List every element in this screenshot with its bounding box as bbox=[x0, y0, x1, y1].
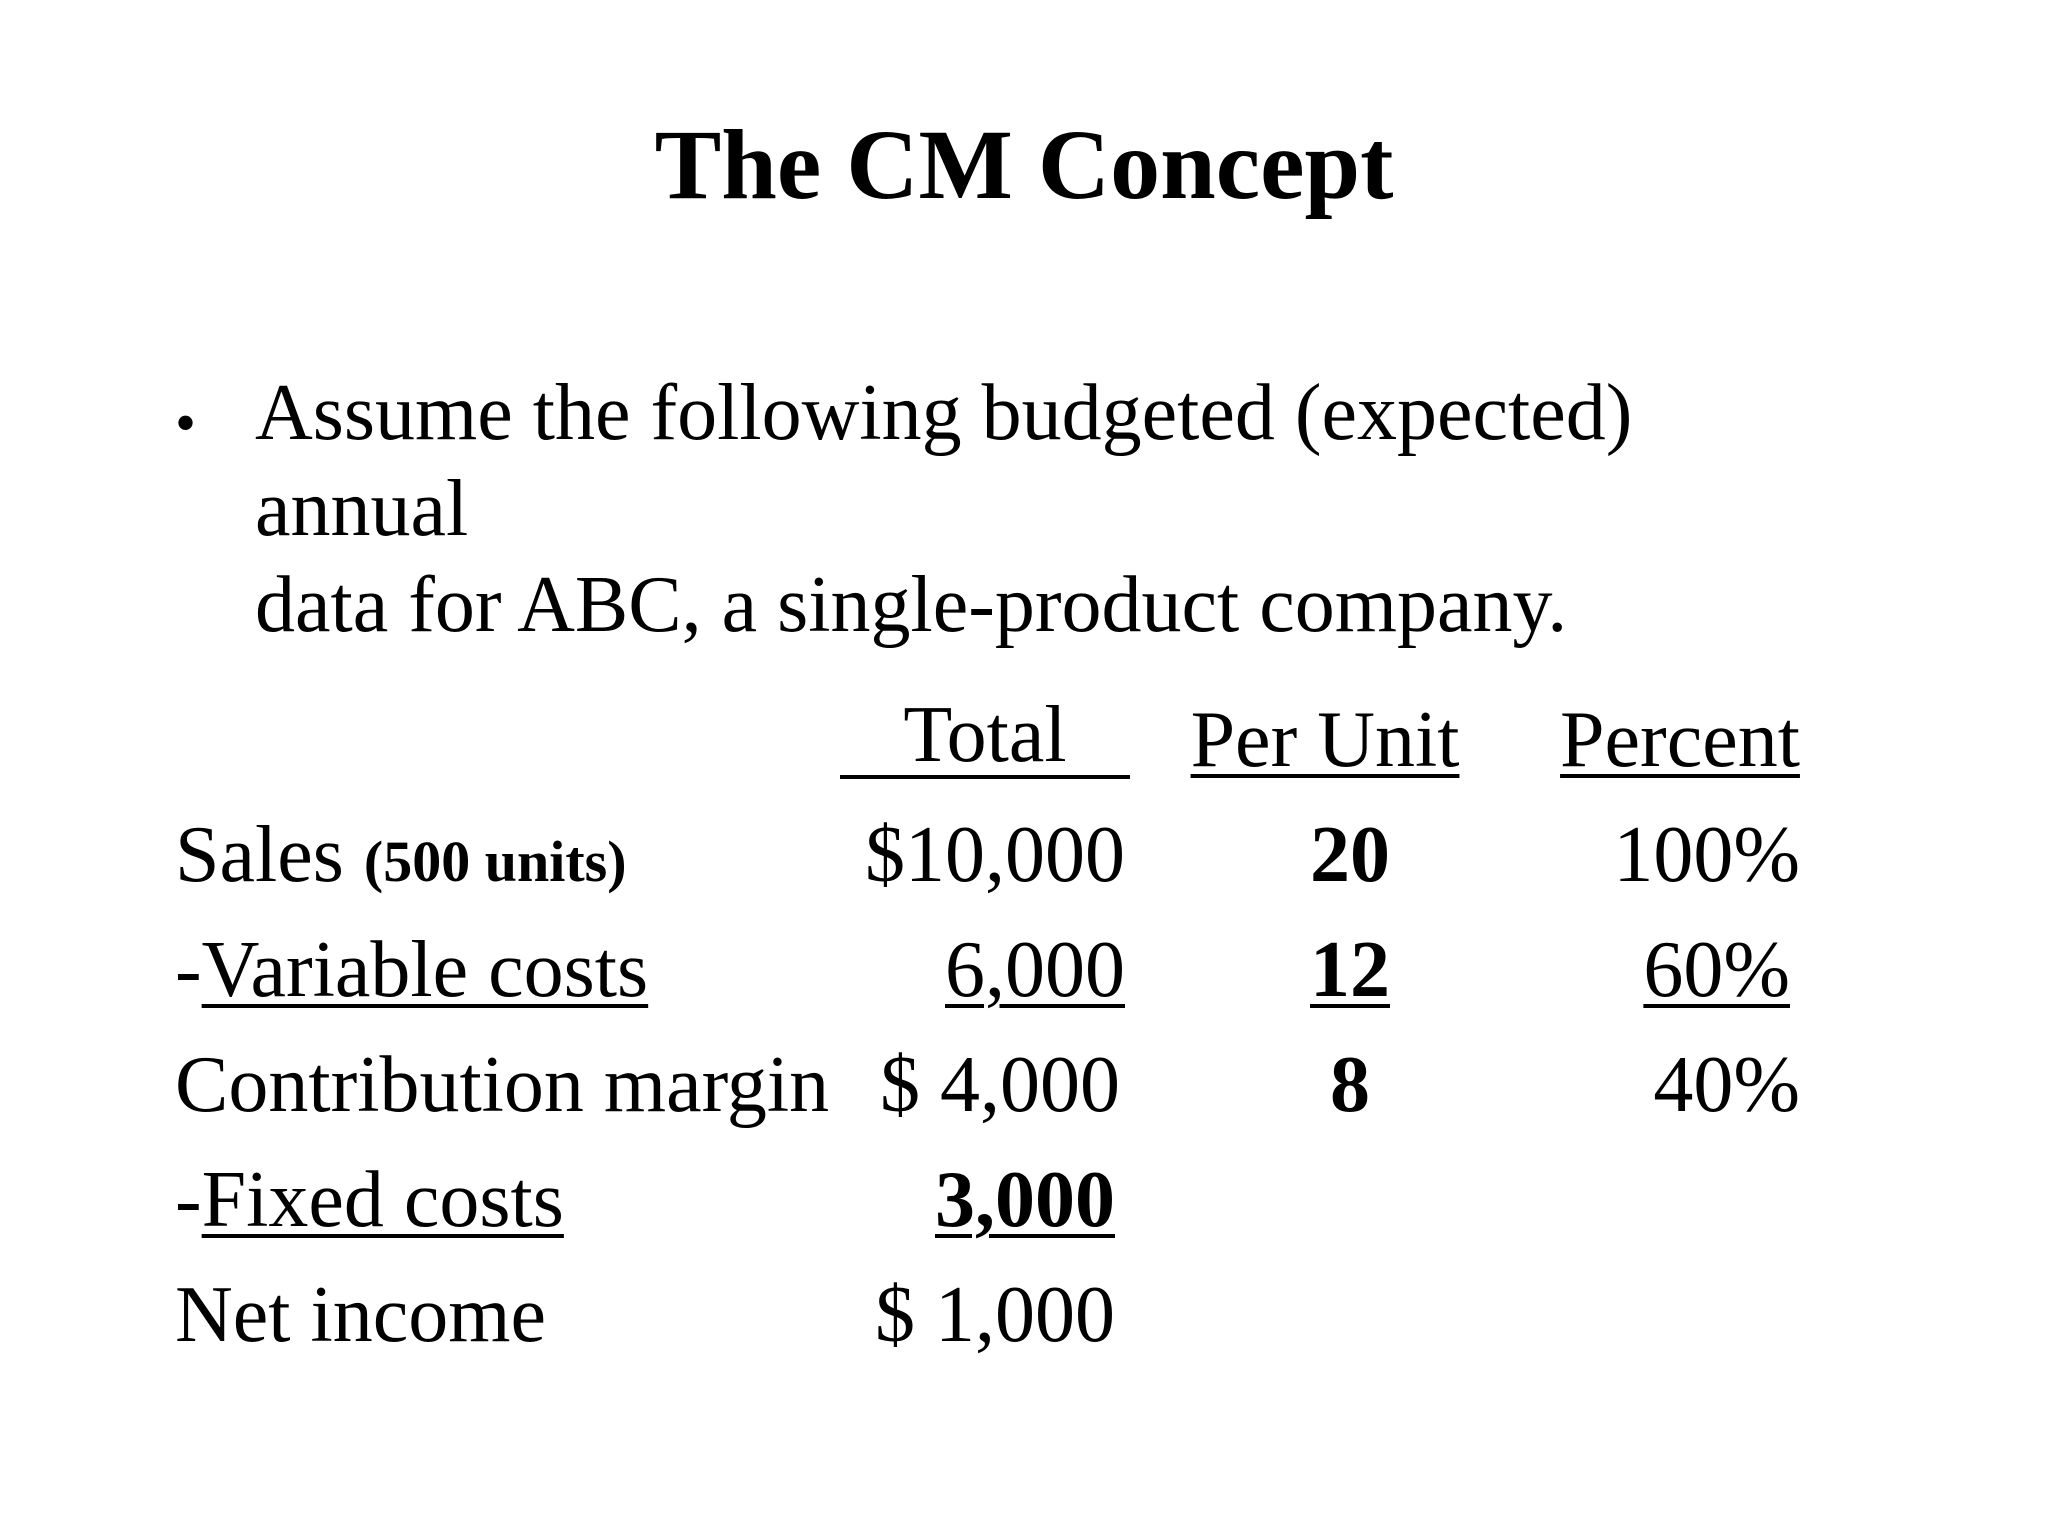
variable-costs-total-value: 6,000 bbox=[945, 926, 1125, 1014]
row-label-variable-costs bbox=[175, 925, 648, 1015]
fixed-costs-total-value: 3,000 bbox=[935, 1156, 1115, 1244]
row-label-contribution-margin: Contribution margin bbox=[175, 1041, 830, 1129]
row-label: Fixed costs bbox=[201, 1156, 564, 1244]
header-total: Total bbox=[840, 695, 1130, 779]
variable-costs-percent bbox=[1580, 925, 1790, 1015]
variable-costs-total bbox=[820, 925, 1125, 1015]
header-per-unit: Per Unit bbox=[1190, 696, 1460, 784]
net-income-total: $ 1,000 bbox=[875, 1271, 1115, 1359]
sales-total: $10,000 bbox=[865, 811, 1125, 899]
bullet-line-1: Assume the following budgeted (expected) annual bbox=[255, 369, 1633, 553]
row-prefix: - bbox=[175, 926, 202, 1014]
variable-costs-per-unit-value: 12 bbox=[1310, 926, 1390, 1014]
row-label-sales bbox=[175, 810, 627, 907]
row-prefix: - bbox=[175, 1156, 202, 1244]
fixed-costs-total bbox=[820, 1155, 1115, 1245]
variable-costs-per-unit bbox=[1260, 925, 1440, 1015]
bullet-line-2: data for ABC, a single-product company. bbox=[255, 561, 1568, 649]
variable-costs-percent-value: 60% bbox=[1643, 926, 1790, 1014]
sales-percent: 100% bbox=[1613, 811, 1800, 899]
row-label: Sales bbox=[175, 811, 344, 899]
header-percent: Percent bbox=[1560, 696, 1800, 784]
row-label-fixed-costs bbox=[175, 1155, 564, 1245]
row-label-note: (500 units) bbox=[363, 829, 627, 894]
bullet-icon: • bbox=[175, 390, 197, 456]
row-label-net-income: Net income bbox=[175, 1271, 546, 1359]
contribution-margin-total: $ 4,000 bbox=[880, 1041, 1120, 1129]
contribution-margin-per-unit: 8 bbox=[1330, 1041, 1370, 1129]
bullet-text bbox=[255, 365, 1855, 653]
sales-per-unit: 20 bbox=[1310, 811, 1390, 899]
slide-title: The CM Concept bbox=[654, 109, 1394, 220]
row-label: Variable costs bbox=[201, 926, 649, 1014]
contribution-margin-percent: 40% bbox=[1653, 1041, 1800, 1129]
